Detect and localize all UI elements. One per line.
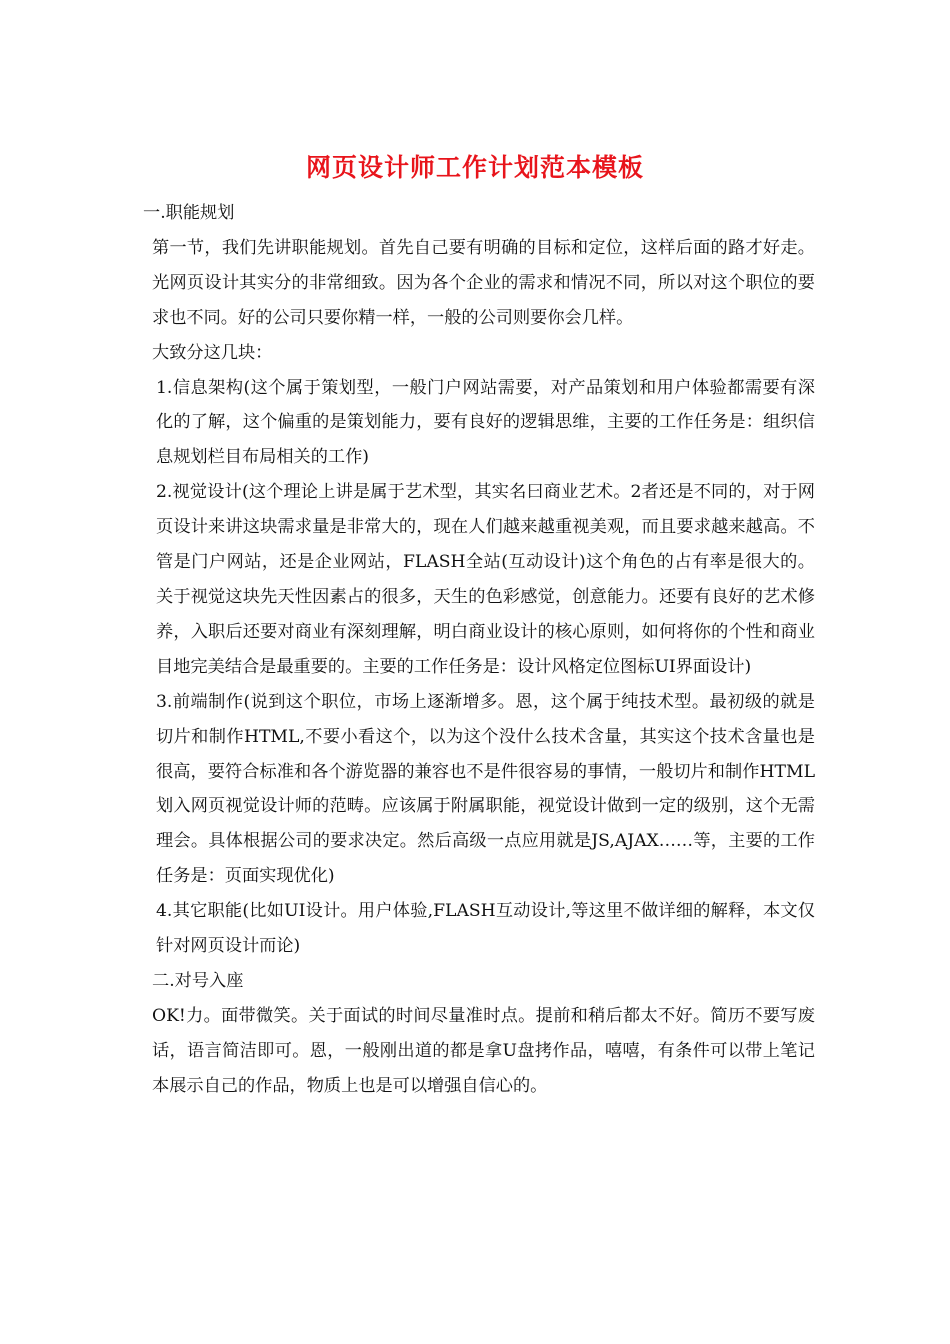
paragraph-overview: 大致分这几块：	[152, 342, 273, 363]
list-item-frontend: 3.前端制作(说到这个职位，市场上逐渐增多。恩，这个属于纯技术型。最初级的就是切片和制作HTML,不要小看这个，以为这个没什么技术含量，其实这个技术含量也是很高，要符合标准和各个游览器的兼容也不是件很容易的事情，一般切片和制作HTML划入网页视觉设计师的范畴。应该属于附属职能，视觉设计做到一定的级别，这个无需理会。具体根据公司的要求决定。然后高级一点应用就是JS,AJAX……等，主要的工作任务是：页面实现优化)	[156, 691, 815, 887]
section-heading-1: 一.职能规划	[143, 203, 235, 223]
list-item-other-roles: 4.其它职能(比如UI设计。用户体验,FLASH互动设计,等这里不做详细的解释，本文仅针对网页设计而论)	[156, 901, 815, 957]
document-title: 网页设计师工作计划范本模板	[305, 153, 644, 182]
paragraph-intro: 第一节，我们先讲职能规划。首先自己要有明确的目标和定位，这样后面的路才好走。光网页设计其实分的非常细致。因为各个企业的需求和情况不同，所以对这个职位的要求也不同。好的公司只要你精一样，一般的公司则要你会几样。	[152, 237, 815, 328]
section-heading-2: 二.对号入座	[152, 970, 244, 991]
list-item-visual-design: 2.视觉设计(这个理论上讲是属于艺术型，其实名曰商业艺术。2者还是不同的，对于网页设计来讲这块需求量是非常大的，现在人们越来越重视美观，而且要求越来越高。不管是门户网站，还是企业网站，FLASH全站(互动设计)这个角色的占有率是很大的。关于视觉这块先天性因素占的很多，天生的色彩感觉，创意能力。还要有良好的艺术修养，入职后还要对商业有深刻理解，明白商业设计的核心原则，如何将你的个性和商业目地完美结合是最重要的。主要的工作任务是：设计风格定位图标UI界面设计)	[156, 482, 815, 677]
document-body	[143, 196, 815, 1104]
paragraph-interview: OK!力。面带微笑。关于面试的时间尽量准时点。提前和稍后都太不好。简历不要写废话，语言简洁即可。恩，一般刚出道的都是拿U盘拷作品，嘻嘻，有条件可以带上笔记本展示自己的作品，物质上也是可以增强自信心的。	[152, 1005, 815, 1096]
list-item-info-architecture: 1.信息架构(这个属于策划型，一般门户网站需要，对产品策划和用户体验都需要有深化的了解，这个偏重的是策划能力，要有良好的逻辑思维，主要的工作任务是：组织信息规划栏目布局相关的工作)	[156, 377, 815, 468]
